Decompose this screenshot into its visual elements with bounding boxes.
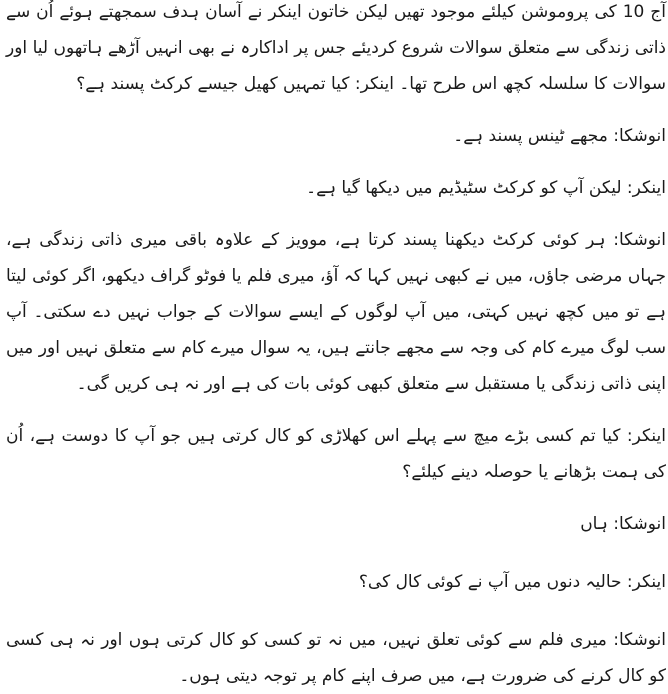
paragraph-question-stadium: اینکر: لیکن آپ کو کرکٹ سٹیڈیم میں دیکھا گیا ہے۔ [306, 178, 666, 198]
paragraph-answer-yes: انوشکا: ہاں [580, 514, 666, 534]
paragraph-question-call: اینکر: کیا تم کسی بڑے میچ سے پہلے اس کھلاڑی کو کال کرتی ہیں جو آپ کا دوست ہے، اُن کی ہمت بڑھانے یا حوصلہ دینے کیلئے؟ [6, 426, 666, 482]
paragraph-answer-personal-life: انوشکا: ہر کوئی کرکٹ دیکھنا پسند کرتا ہے، موویز کے علاوہ باقی میری ذاتی زندگی ہے، جہاں مرضی جاؤں، میں نے کبھی نہیں کہا کہ آؤ، میری فلم یا فوٹو گراف دیکھو، اگر کوئی لیتا ہے تو میں کچھ نہیں کہتی، میں آپ لوگوں کے ایسے سوالات کے جواب نہیں دے سکتی۔ آپ سب لوگ میرے کام کی وجہ سے مجھے جانتے ہیں، یہ سوال میرے کام سے متعلق نہیں اور میں اپنی ذاتی زندگی یا مستقبل سے متعلق کبھی کوئی بات کی ہے اور نہ ہی کریں گی۔ [6, 230, 666, 394]
paragraph-answer-film: انوشکا: میری فلم سے کوئی تعلق نہیں، میں نہ تو کسی کو کال کرتی ہوں اور نہ ہی کسی کو کال کرنے کی ضرورت ہے، میں صرف اپنے کام پر توجہ دیتی ہوں۔ [6, 630, 666, 686]
paragraph-answer-tennis: انوشکا: مجھے ٹینس پسند ہے۔ [453, 126, 666, 146]
paragraph-question-recent-call: اینکر: حالیہ دنوں میں آپ نے کوئی کال کی؟ [358, 572, 666, 592]
paragraph-intro: آج 10 کی پروموشن کیلئے موجود تھیں لیکن خاتون اینکر نے آسان ہدف سمجھتے ہوئے اُن سے ذاتی زندگی سے متعلق سوالات شروع کردیئے جس پر اداکارہ نے بھی انہیں آڑھے ہاتھوں لیا اور سوالات کا سلسلہ کچھ اس طرح تھا۔ اینکر: کیا تمہیں کھیل جیسے کرکٹ پسند ہے؟ [6, 2, 666, 94]
